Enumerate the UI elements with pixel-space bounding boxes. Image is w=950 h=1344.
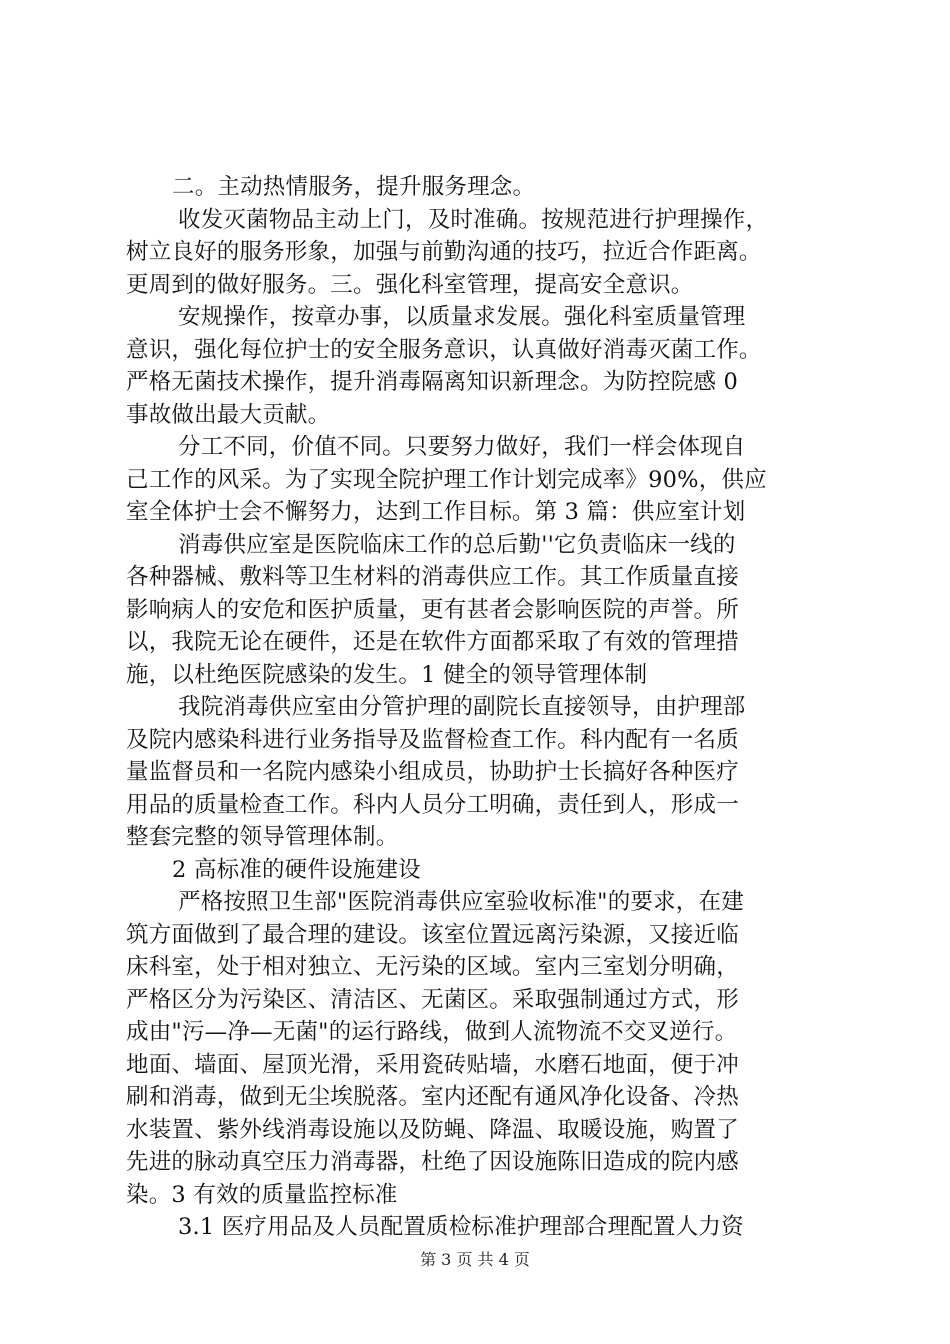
text-line: 分工不同，价值不同。只要努力做好，我们一样会体现自 <box>178 434 746 460</box>
text-line: 施，以杜绝医院感染的发生。1 健全的领导管理体制 <box>126 661 648 688</box>
document-body <box>126 171 834 1244</box>
text-line: 以，我院无论在硬件，还是在软件方面都采取了有效的管理措 <box>126 629 739 655</box>
text-line: 更周到的做好服务。三。强化科室管理，提高安全意识。 <box>126 271 694 298</box>
text-line: 各种器械、敷料等卫生材料的消毒供应工作。其工作质量直接 <box>126 564 739 590</box>
text-line: 量监督员和一名院内感染小组成员，协助护士长搞好各种医疗 <box>126 759 739 785</box>
text-line: 整套完整的领导管理体制。 <box>126 824 399 850</box>
text-line: 树立良好的服务形象，加强与前勤沟通的技巧，拉近合作距离。 <box>126 239 762 265</box>
text-line: 严格区分为污染区、清洁区、无菌区。采取强制通过方式，形 <box>126 986 739 1013</box>
text-line: 3.1 医疗用品及人员配置质检标准护理部合理配置人力资 <box>178 1214 744 1240</box>
text-line: 二。主动热情服务，提升服务理念。 <box>172 174 536 200</box>
text-line: 己工作的风采。为了实现全院护理工作计划完成率》90%，供应 <box>126 466 767 493</box>
text-line: 意识，强化每位护士的安全服务意识，认真做好消毒灭菌工作。 <box>126 336 762 363</box>
text-line: 收发灭菌物品主动上门，及时准确。按规范进行护理操作， <box>178 206 769 233</box>
text-line: 地面、墙面、屋顶光滑，采用瓷砖贴墙，水磨石地面，便于冲 <box>126 1051 739 1078</box>
text-line: 及院内感染科进行业务指导及监督检查工作。科内配有一名质 <box>126 726 739 753</box>
text-line: 水装置、紫外线消毒设施以及防蝇、降温、取暖设施，购置了 <box>126 1116 739 1143</box>
text-line: 刷和消毒，做到无尘埃脱落。室内还配有通风净化设备、冷热 <box>126 1084 739 1110</box>
text-line: 室全体护士会不懈努力，达到工作目标。第 3 篇：供应室计划 <box>126 499 746 525</box>
page-number-footer: 第 3 页 共 4 页 <box>420 1250 530 1269</box>
text-line: 我院消毒供应室由分管护理的副院长直接领导，由护理部 <box>178 694 746 720</box>
text-line: 用品的质量检查工作。科内人员分工明确，责任到人，形成一 <box>126 791 739 818</box>
text-line: 床科室，处于相对独立、无污染的区域。室内三室划分明确， <box>126 954 739 980</box>
text-line: 先进的脉动真空压力消毒器，杜绝了因设施陈旧造成的院内感 <box>126 1149 739 1175</box>
text-line: 影响病人的安危和医护质量，更有甚者会影响医院的声誉。所 <box>126 596 739 623</box>
text-line: 严格无菌技术操作，提升消毒隔离知识新理念。为防控院感 0 <box>126 369 739 395</box>
text-line: 严格按照卫生部"医院消毒供应室验收标准"的要求，在建 <box>178 889 744 915</box>
section-heading: 2 高标准的硬件设施建设 <box>172 856 421 883</box>
text-line: 筑方面做到了最合理的建设。该室位置远离污染源，又接近临 <box>126 921 739 948</box>
text-line: 成由"污—净—无菌"的运行路线，做到人流物流不交叉逆行。 <box>126 1019 738 1045</box>
text-line: 染。3 有效的质量监控标准 <box>126 1181 398 1208</box>
text-line: 消毒供应室是医院临床工作的总后勤''它负责临床一线的 <box>178 531 736 558</box>
text-line: 安规操作，按章办事，以质量求发展。强化科室质量管理 <box>178 304 746 330</box>
text-line: 事故做出最大贡献。 <box>126 401 331 428</box>
